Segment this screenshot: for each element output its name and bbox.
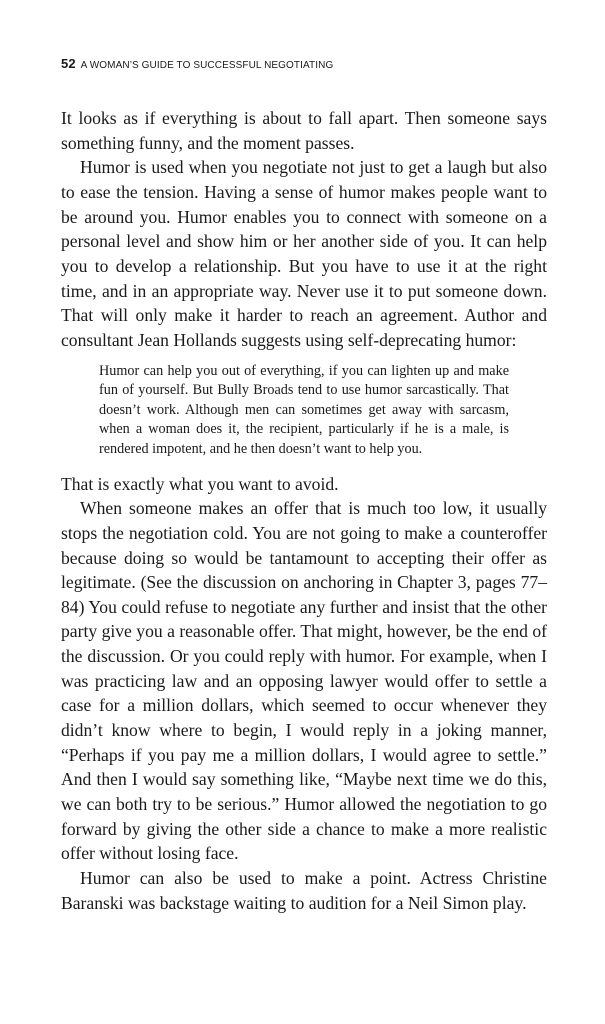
- block-quote-hollands: Humor can help you out of everything, if you can lighten up and make fun of yourself. But Bully Broads tend to use humor sarcastically. That doesn’t work. Although men can sometimes get away with sarcasm, when a woman does it, the recipient, particularly if he is a male, is rendered impotent, and he then doesn’t want to help you.: [99, 362, 509, 457]
- paragraph-humor-tension: Humor is used when you negotiate not just to get a laugh but also to ease the tension. Having a sense of humor makes people want to be around you. Humor enables you to connect with someone on a personal level and show him or her another side of you. It can help you to develop a relationship. But you have to use it at the right time, and in an appropriate way. Never use it to put someone down. That will only make it harder to reach an agreement. Author and consultant Jean Hollands suggests using self-deprecating humor:: [61, 157, 547, 350]
- page-body: [61, 106, 547, 915]
- paragraph-avoid: That is exactly what you want to avoid.: [61, 473, 339, 494]
- running-title: A WOMAN’S GUIDE TO SUCCESSFUL NEGOTIATING: [80, 60, 334, 71]
- running-header: [61, 56, 333, 71]
- paragraph-continuation: It looks as if everything is about to fall apart. Then someone says something funny, and the moment passes.: [61, 108, 547, 153]
- page-number: 52: [61, 56, 76, 71]
- paragraph-make-point: Humor can also be used to make a point. Actress Christine Baranski was backstage waiting to audition for a Neil Simon play.: [61, 868, 547, 913]
- paragraph-low-offer: When someone makes an offer that is much too low, it usually stops the negotiation cold. You are not going to make a counteroffer because doing so would be tantamount to accepting their offer as legitimate. (See the discussion on anchoring in Chapter 3, pages 77–84) You could refuse to negotiate any further and insist that the other party give you a reasonable offer. That might, however, be the end of the discussion. Or you could reply with humor. For example, when I was practicing law and an opposing lawyer would offer to settle a case for a million dollars, which seemed to occur whenever they didn’t know where to begin, I would reply in a joking manner, “Perhaps if you pay me a million dollars, I would agree to settle.” And then I would say something like, “Maybe next time we do this, we can both try to be serious.” Humor allowed the negotiation to go forward by giving the other side a chance to make a more realistic offer without losing face.: [61, 498, 547, 864]
